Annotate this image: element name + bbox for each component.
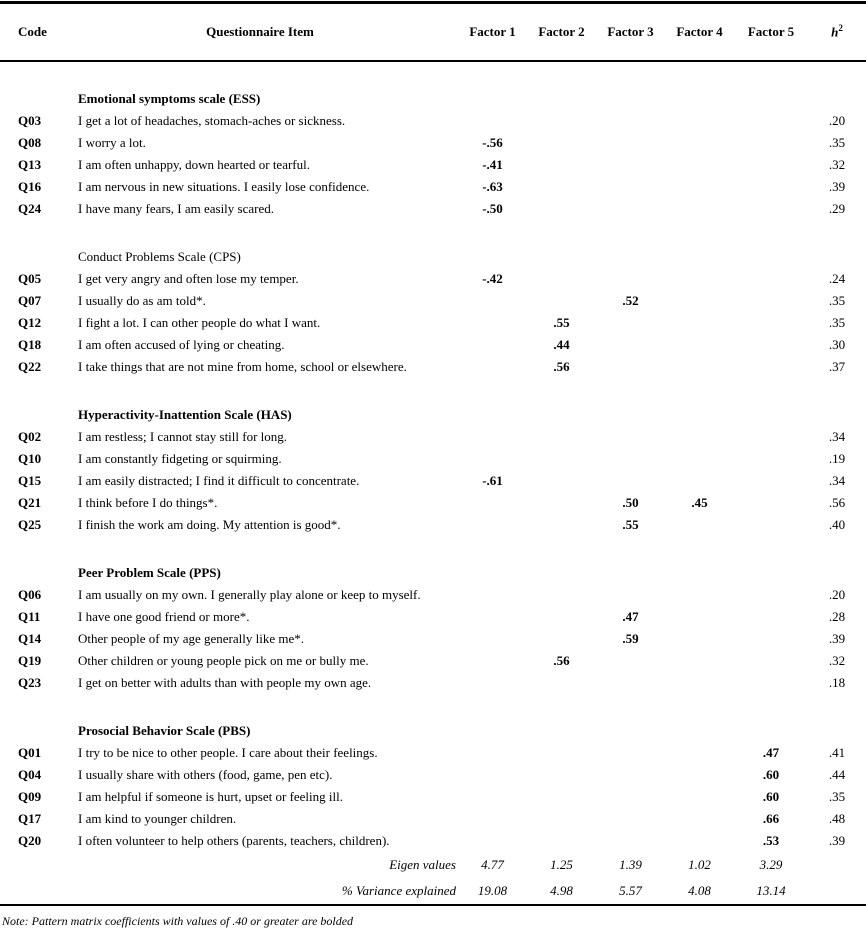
col-header-factor3: Factor 3 [596,3,665,62]
factor4-value [665,742,734,764]
factor1-summary-value: 19.08 [477,883,508,898]
item-row [0,764,866,786]
item-row [0,176,866,198]
item-text: I often volunteer to help others (parents, teachers, children). [78,833,390,848]
factor2-value [527,470,596,492]
item-text: I am constantly fidgeting or squirming. [78,451,282,466]
factor5-value [734,154,808,176]
item-code: Q06 [18,587,42,602]
factor4-value [665,650,734,672]
factor2-value [527,492,596,514]
factor2-value [527,830,596,852]
item-text: I am usually on my own. I generally play alone or keep to myself. [78,587,421,602]
factor2-summary-value: 4.98 [550,883,573,898]
spacer-cell [0,220,866,246]
factor3-value [596,470,665,492]
factor1-value: -.41 [482,157,503,172]
factor2-value [527,628,596,650]
communality-value: .32 [828,653,846,668]
section-heading-row [0,404,866,426]
factor3-value [596,426,665,448]
item-text: I have one good friend or more*. [78,609,250,624]
factor1-value [458,808,527,830]
item-row [0,742,866,764]
item-code: Q04 [18,767,42,782]
factor4-value: .45 [691,495,708,510]
spacer-cell [0,562,62,584]
factor3-value [596,198,665,220]
communality-value: .30 [828,337,846,352]
item-code: Q03 [18,113,42,128]
factor5-value [734,606,808,628]
factor4-value [665,470,734,492]
factor4-value [665,808,734,830]
item-code: Q09 [18,789,42,804]
communality-value: .39 [828,179,846,194]
communality-value: .20 [828,113,846,128]
item-text: I fight a lot. I can other people do what I want. [78,315,321,330]
item-row [0,154,866,176]
factor1-value [458,786,527,808]
factor1-value [458,492,527,514]
factor3-value [596,176,665,198]
factor4-value [665,448,734,470]
summary-label: Eigen values [389,857,456,872]
item-row [0,672,866,694]
item-text: I get very angry and often lose my temper. [78,271,299,286]
item-row [0,132,866,154]
item-code: Q18 [18,337,42,352]
item-text: I finish the work am doing. My attention is good*. [78,517,341,532]
factor4-value [665,786,734,808]
factor5-value: .47 [762,745,780,760]
communality-value: .34 [828,429,846,444]
item-text: I am helpful if someone is hurt, upset or feeling ill. [78,789,343,804]
factor4-value [665,426,734,448]
factor3-value [596,268,665,290]
factor3-value [596,672,665,694]
factor1-value: -.61 [482,473,503,488]
item-row [0,492,866,514]
item-code: Q12 [18,315,42,330]
item-code: Q22 [18,359,42,374]
factor5-value [734,312,808,334]
spacer-row [0,694,866,720]
section-heading-row [0,88,866,110]
item-text: I am often unhappy, down hearted or tearful. [78,157,310,172]
section-heading: Prosocial Behavior Scale (PBS) [78,723,251,738]
spacer-row [0,61,866,88]
factor3-value: .52 [622,293,639,308]
factor5-value: .66 [762,811,780,826]
factor3-value [596,830,665,852]
factor5-value [734,492,808,514]
item-text: I am restless; I cannot stay still for long. [78,429,288,444]
item-text: I get on better with adults than with people my own age. [78,675,372,690]
factor1-value [458,672,527,694]
item-row [0,628,866,650]
factor3-value [596,786,665,808]
item-text: Other people of my age generally like me*. [78,631,304,646]
section-heading: Peer Problem Scale (PPS) [78,565,221,580]
factor2-value [527,514,596,536]
factor3-value [596,110,665,132]
item-row [0,290,866,312]
factor4-summary-value: 1.02 [688,857,711,872]
factor2-value [527,110,596,132]
communality-value: .32 [828,157,846,172]
item-row [0,312,866,334]
factor3-value [596,312,665,334]
item-code: Q08 [18,135,42,150]
factor4-value [665,764,734,786]
factor2-value [527,606,596,628]
communality-value: .48 [828,811,846,826]
item-code: Q21 [18,495,42,510]
factor4-summary-value: 4.08 [688,883,711,898]
communality-value: .56 [828,495,846,510]
item-text: I am nervous in new situations. I easily lose confidence. [78,179,370,194]
item-row [0,268,866,290]
item-text: I am kind to younger children. [78,811,237,826]
factor1-value: -.42 [482,271,503,286]
factor1-value [458,356,527,378]
factor3-value [596,448,665,470]
factor5-summary-value: 13.14 [756,883,786,898]
factor3-summary-value: 1.39 [619,857,642,872]
item-code: Q23 [18,675,42,690]
spacer-cell [0,694,866,720]
factor-loadings-table [0,1,866,906]
factor2-value [527,154,596,176]
spacer-row [0,378,866,404]
factor1-value [458,628,527,650]
section-heading: Conduct Problems Scale (CPS) [78,249,241,264]
item-row [0,110,866,132]
col-header-factor2: Factor 2 [527,3,596,62]
item-code: Q16 [18,179,42,194]
factor4-value [665,830,734,852]
communality-value: .41 [828,745,846,760]
factor2-value: .56 [553,653,570,668]
factor5-value [734,426,808,448]
section-heading: Hyperactivity-Inattention Scale (HAS) [78,407,292,422]
factor4-value [665,132,734,154]
factor2-value [527,132,596,154]
factor3-value [596,334,665,356]
factor1-value [458,764,527,786]
factor2-value [527,786,596,808]
factor4-value [665,198,734,220]
communality-value: .20 [828,587,846,602]
factor5-value [734,198,808,220]
item-code: Q13 [18,157,42,172]
factor1-value: -.56 [482,135,503,150]
item-text: I usually do as am told*. [78,293,206,308]
factor4-value [665,268,734,290]
item-code: Q05 [18,271,42,286]
factor5-value [734,356,808,378]
section-heading-row [0,246,866,268]
factor2-value [527,584,596,606]
factor5-value [734,584,808,606]
item-code: Q14 [18,631,42,646]
item-code: Q20 [18,833,42,848]
factor3-value [596,154,665,176]
factor4-value [665,584,734,606]
item-row [0,426,866,448]
factor4-value [665,672,734,694]
factor2-value [527,290,596,312]
communality-value: .34 [828,473,846,488]
item-code: Q24 [18,201,42,216]
factor1-value [458,448,527,470]
spacer-row [0,220,866,246]
col-header-factor4: Factor 4 [665,3,734,62]
factor4-value [665,290,734,312]
col-header-communality [808,3,866,62]
factor3-value [596,650,665,672]
communality-value: .19 [828,451,846,466]
factor2-value [527,764,596,786]
factor2-value: .44 [553,337,570,352]
factor2-value [527,268,596,290]
factor3-value: .50 [622,495,639,510]
factor3-value [596,742,665,764]
communality-value: .28 [828,609,846,624]
communality-value: .39 [828,631,846,646]
item-row [0,334,866,356]
col-header-factor5: Factor 5 [734,3,808,62]
h2-symbol: h [831,24,839,40]
factor5-value [734,628,808,650]
factor1-value [458,742,527,764]
spacer-row [0,536,866,562]
spacer-cell [0,88,62,110]
section-heading: Emotional symptoms scale (ESS) [78,91,261,106]
factor1-summary-value: 4.77 [481,857,504,872]
item-text: I try to be nice to other people. I care about their feelings. [78,745,378,760]
factor1-value [458,514,527,536]
table-body [0,61,866,905]
factor5-value [734,176,808,198]
communality-value: .35 [828,135,846,150]
spacer-cell [0,720,62,742]
header-row [0,3,866,62]
communality-value: .44 [828,767,846,782]
factor5-value [734,448,808,470]
item-text: I am easily distracted; I find it difficult to concentrate. [78,473,360,488]
factor2-value [527,808,596,830]
factor5-value [734,110,808,132]
factor2-value: .55 [553,315,570,330]
summary-row [0,878,866,905]
factor5-value [734,470,808,492]
factor4-value [665,312,734,334]
factor4-value [665,606,734,628]
item-text: I take things that are not mine from home, school or elsewhere. [78,359,407,374]
factor2-value [527,448,596,470]
item-code: Q02 [18,429,42,444]
factor5-value [734,334,808,356]
factor3-value [596,808,665,830]
factor1-value [458,426,527,448]
factor2-value [527,198,596,220]
factor3-value: .55 [622,517,639,532]
factor1-value [458,110,527,132]
item-text: I worry a lot. [78,135,146,150]
factor4-value [665,334,734,356]
item-row [0,198,866,220]
item-row [0,356,866,378]
summary-label: % Variance explained [341,883,456,898]
factor1-value [458,650,527,672]
item-text: I usually share with others (food, game, pen etc). [78,767,333,782]
spacer-cell [0,404,62,426]
factor2-summary-value: 1.25 [550,857,573,872]
factor2-value [527,426,596,448]
table-note: Note: Pattern matrix coefficients with values of .40 or greater are bolded [2,914,354,928]
factor5-value: .60 [762,767,780,782]
section-heading-row [0,720,866,742]
communality-value: .35 [828,315,846,330]
factor5-value [734,268,808,290]
spacer-cell [0,536,866,562]
factor5-value: .60 [762,789,780,804]
spacer-cell [808,852,866,878]
item-row [0,448,866,470]
factor5-value: .53 [762,833,780,848]
factor4-value [665,514,734,536]
factor4-value [665,110,734,132]
summary-row [0,852,866,878]
communality-value: .35 [828,293,846,308]
factor3-value [596,584,665,606]
item-row [0,830,866,852]
communality-value: .29 [828,201,846,216]
item-code: Q17 [18,811,42,826]
item-row [0,808,866,830]
factor4-value [665,154,734,176]
item-text: I get a lot of headaches, stomach-aches or sickness. [78,113,346,128]
factor3-value: .47 [622,609,639,624]
communality-value: .40 [828,517,846,532]
factor2-value: .56 [553,359,570,374]
communality-value: .18 [828,675,846,690]
item-row [0,786,866,808]
item-code: Q25 [18,517,42,532]
factor4-value [665,628,734,650]
factor5-value [734,650,808,672]
item-row [0,584,866,606]
factor1-value [458,290,527,312]
factor1-value: -.63 [482,179,503,194]
factor5-value [734,290,808,312]
factor1-value [458,584,527,606]
h2-superscript: 2 [838,23,843,34]
item-code: Q07 [18,293,42,308]
item-text: Other children or young people pick on me or bully me. [78,653,369,668]
communality-value: .39 [828,833,846,848]
spacer-cell [0,378,866,404]
col-header-item: Questionnaire Item [62,3,458,62]
communality-value: .24 [828,271,846,286]
spacer-cell [0,61,866,88]
factor4-value [665,356,734,378]
item-row [0,606,866,628]
item-code: Q10 [18,451,42,466]
factor1-value [458,334,527,356]
item-text: I have many fears, I am easily scared. [78,201,274,216]
section-heading-row [0,562,866,584]
factor3-value: .59 [622,631,639,646]
communality-value: .35 [828,789,846,804]
factor2-value [527,672,596,694]
item-text: I am often accused of lying or cheating. [78,337,285,352]
factor3-summary-value: 5.57 [619,883,642,898]
item-row [0,514,866,536]
item-code: Q19 [18,653,42,668]
factor5-value [734,132,808,154]
factor5-value [734,514,808,536]
item-code: Q15 [18,473,42,488]
factor1-value [458,830,527,852]
factor2-value [527,176,596,198]
col-header-factor1: Factor 1 [458,3,527,62]
item-text: I think before I do things*. [78,495,218,510]
factor3-value [596,132,665,154]
factor3-value [596,764,665,786]
factor5-value [734,672,808,694]
factor5-summary-value: 3.29 [759,857,783,872]
item-code: Q01 [18,745,42,760]
item-row [0,470,866,492]
spacer-cell [0,246,62,268]
spacer-cell [808,878,866,905]
col-header-code: Code [0,3,62,62]
factor3-value [596,356,665,378]
item-code: Q11 [18,609,41,624]
factor1-value [458,606,527,628]
factor4-value [665,176,734,198]
factor1-value: -.50 [482,201,503,216]
factor2-value [527,742,596,764]
factor1-value [458,312,527,334]
communality-value: .37 [828,359,846,374]
item-row [0,650,866,672]
